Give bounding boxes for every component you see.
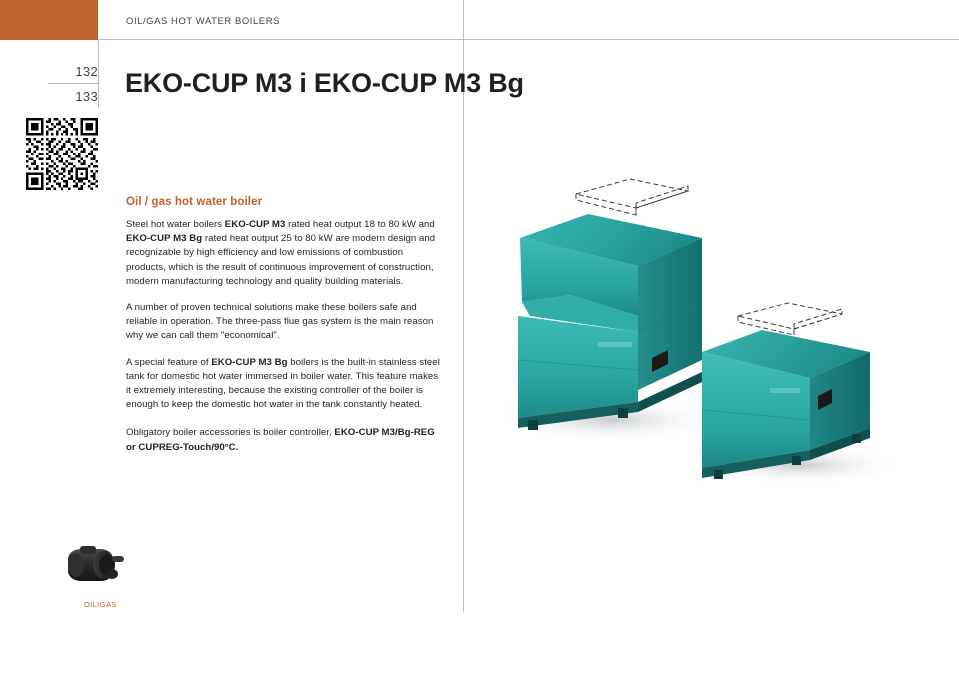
p4-bold-accessory: EKO-CUP M3/Bg-REG or CUPREG-Touch/90°C. xyxy=(126,427,435,453)
body-text xyxy=(126,218,444,467)
product-image xyxy=(470,120,940,500)
header-divider xyxy=(98,39,959,40)
page-title: EKO-CUP M3 i EKO-CUP M3 Bg xyxy=(125,68,524,98)
p1-part-a: Steel hot water boilers xyxy=(126,219,225,230)
page-number-block xyxy=(48,62,98,106)
page-number-rule xyxy=(48,83,98,84)
p3-part-a: A special feature of xyxy=(126,356,212,368)
p1-bold-model-2: EKO-CUP M3 Bg xyxy=(126,233,203,245)
product-subtitle: Oil / gas hot water boiler xyxy=(126,196,263,208)
page-number-bottom: 133 xyxy=(75,89,98,104)
qr-code-icon[interactable] xyxy=(26,118,98,190)
page-number-top: 132 xyxy=(75,64,98,79)
p3-part-c: boilers is the built-in stainless steel tank for domestic hot water immersed in boiler water. This feature makes it extremely interesting, because the existing controller of the boiler is enough to keep the domestic hot water in the tank constantly heated. xyxy=(126,356,440,411)
p1-part-c: rated heat output 18 to 80 kW and xyxy=(285,219,435,230)
p3-bold-model: EKO-CUP M3 Bg xyxy=(211,356,288,368)
paragraph-2: A number of proven technical solutions make these boilers safe and reliable in operation. The three-pass flue gas system is the main reason why we can call them "economical". xyxy=(126,302,434,342)
paragraph-1 xyxy=(126,218,444,289)
page-number-divider xyxy=(98,40,99,108)
p1-bold-model-1: EKO-CUP M3 xyxy=(224,219,286,230)
section-label: OIL/GAS HOT WATER BOILERS xyxy=(126,16,280,27)
accent-color-swatch xyxy=(0,0,98,40)
p4-part-a: Obligatory boiler accessories is boiler controller, xyxy=(126,427,335,439)
paragraph-4 xyxy=(126,426,444,454)
oil-gas-burner-icon xyxy=(62,538,130,590)
paragraph-3 xyxy=(126,356,444,413)
p1-part-e: rated heat output 25 to 80 kW are modern design and recognizable by high efficiency and low emissions of combustion products, which is the result of continuous improvement of construction, modern manufacturing technology and quality building materials. xyxy=(126,233,436,287)
fuel-type-label: OIL/GAS xyxy=(84,600,117,609)
